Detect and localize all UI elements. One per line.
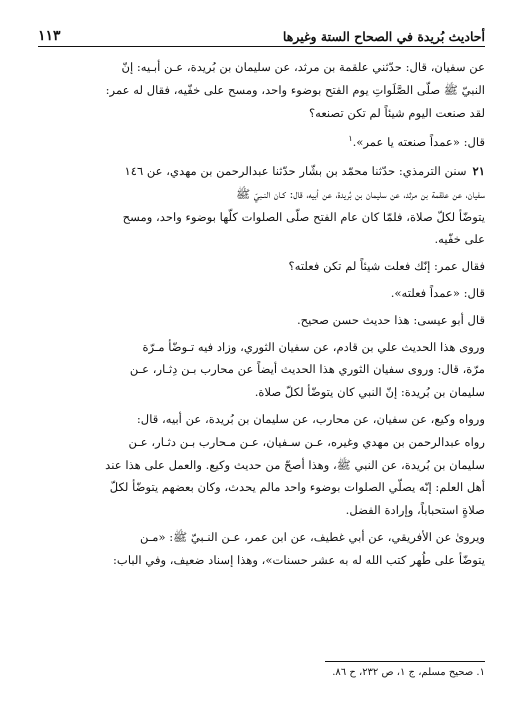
page-body [38,56,485,576]
paragraph [38,408,485,522]
text-line [38,128,485,154]
text-line: مرّة، قال: وروى سفيان الثوري هذا الحديث أيضاً عن محارب بـن دِثـار، عـن [129,362,485,377]
text-line [38,160,485,183]
text-line: وروى هذا الحديث علي بن قادم، عن سفيان الثوري، وزاد فيه تـوضّأ مـرّة [142,339,485,354]
paragraph [38,282,485,305]
text-line: عن سفيان، قال: حدّثني علقمة بن مرثد، عن سليمان بن بُريدة، عـن أبـيه: إنّ [121,60,485,74]
hadith-entry [38,160,485,251]
text-line: صلاةٍ استحباباً، وإرادة الفضل. [345,503,485,518]
text-line: سفيان، عن علقمة بن مرثد، عن سليمان بن بُريدة، عن أبيه، قال: كـان النـبيّ ﷺ [236,186,485,201]
text-line: قال أبو عيسى: هذا حديث حسن صحيح. [297,312,485,327]
paragraph [38,56,485,124]
paragraph [38,255,485,278]
text-line: يتوضّأ على طُهر كتب الله له به عشر حسنات»، وهذا إسناد ضعيف، وفي الباب: [113,552,485,567]
page-number: ١١٣ [38,28,61,44]
paragraph [38,309,485,332]
running-title: أحاديث بُريدة في الصحاح الستة وغيرها [282,29,485,44]
text-line: لقد صنعت اليوم شيئاً لم تكن تصنعه؟ [308,105,485,120]
page-header [38,22,485,44]
text-line: أهل العلم: إنّه يصلّي الصلوات بوضوء واحد مالم يحدث، وكان بعضهم يتوضّأ لكلّ [109,480,485,495]
footnote-reference: ١ [348,134,353,144]
text-line: فقال عمر: إنّك فعلت شيئاً لم تكن فعلته؟ [288,259,485,274]
text-run: سنن الترمذي: حدّثنا محمّد بن بشّار حدّثنا عبدالرحمن بن مهدي، عن ١٤٦ [124,164,467,179]
text-run: قال: «عمداً صنعته يا عمر». [352,135,485,150]
text-line: يتوضّأ لكلّ صلاة، فلمّا كان عام الفتح صلّى الصلوات كلّها بوضوء واحد، ومسح [122,209,485,224]
text-line: النبيّ ﷺ صلّى الصَّلَواتِ يوم الفتح بوضوء واحد، ومسح على خفّيه، فقال له عمر: [105,82,485,97]
paragraph [38,128,485,154]
footnote: ١. صحيح مسلم، ج ١، ص ٢٣٢، ح ٨٦. [332,667,485,678]
text-line: ويروىٰ عن الأفريقي، عن أبي غطيف، عن ابن عمر، عـن النـبيّ ﷺ: «مـن [140,530,485,544]
paragraph [38,336,485,404]
text-line: رواه عبدالرحمن بن مهدي وغيره، عـن سـفيان، عـن مـحارب بـن دثـار، عـن [128,434,485,449]
text-line: على خفّيه. [434,232,485,247]
hadith-number: ٢١ [472,164,485,179]
text-line: قال: «عمداً فعلته». [390,286,485,301]
footnote-rule [325,661,485,662]
paragraph [38,526,485,572]
text-line: سليمان بن بُريدة: إنّ النبي كان يتوضّأ لكلّ صلاة. [254,385,485,400]
header-rule [38,46,485,47]
text-line: سليمان بن بُريدة، عن النبي ﷺ، وهذا أصحّ من حديث وكيع. والعمل على هذا عند [105,457,485,472]
text-line: ورواه وكيع، عن سفيان، عن محارب، عن سليمان بن بُريدة، عن أبيه، قال: [136,412,485,427]
